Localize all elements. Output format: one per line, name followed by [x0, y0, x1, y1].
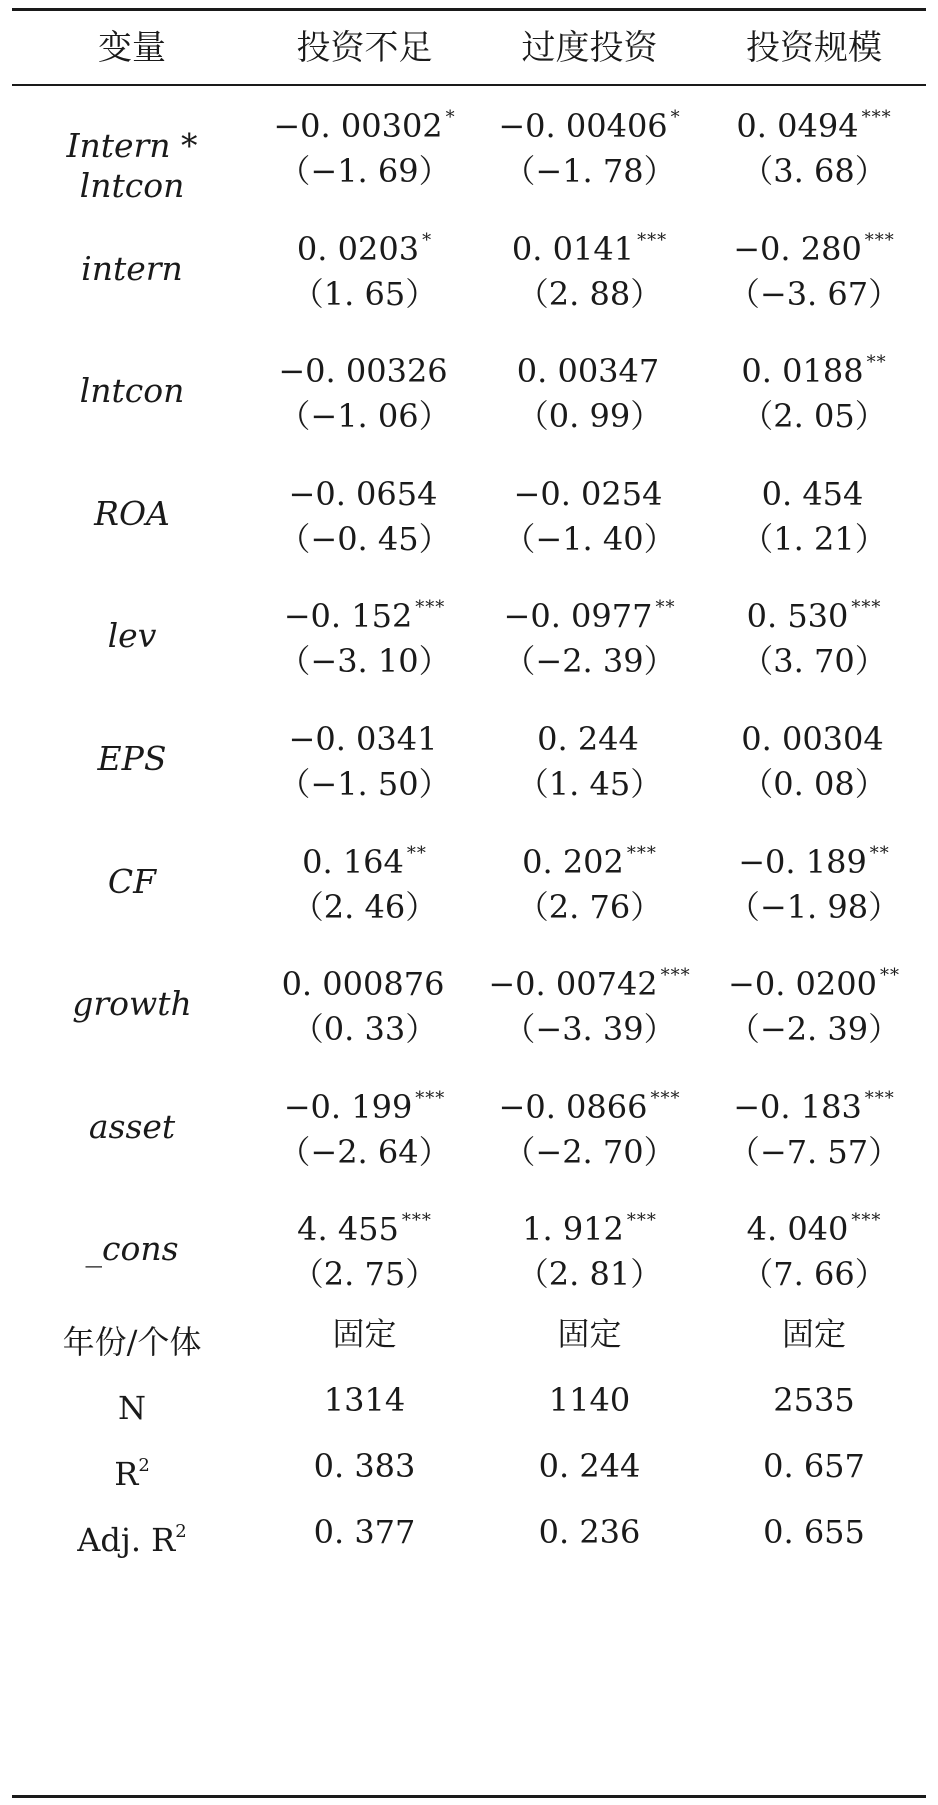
coefficient-cell — [477, 1201, 702, 1311]
significance-stars: * — [670, 107, 681, 128]
footer-label-text: N — [118, 1389, 146, 1427]
coefficient-value-line — [252, 1079, 477, 1127]
coefficient-value: −0. 0254 — [513, 475, 663, 513]
coefficient-value: 0. 164 — [302, 843, 404, 881]
t-statistic: （−2. 39） — [727, 1010, 901, 1048]
header-variable: 变量 — [98, 28, 166, 68]
significance-stars: *** — [415, 597, 446, 618]
coefficient-value: 0. 0141 — [511, 230, 635, 268]
coefficient-value-line — [477, 834, 702, 882]
variable-name: _cons — [85, 1229, 179, 1268]
coefficient-value-line — [477, 711, 702, 759]
t-statistic: （0. 08） — [741, 765, 887, 803]
significance-stars: *** — [851, 597, 882, 618]
significance-stars: *** — [851, 1210, 882, 1231]
t-statistic: （−1. 69） — [278, 152, 451, 190]
coefficient-value-line — [477, 221, 702, 269]
significance-stars: *** — [650, 1088, 681, 1109]
significance-stars: * — [445, 107, 456, 128]
t-statistic: （3. 70） — [741, 642, 887, 680]
coefficient-value: 0. 454 — [761, 475, 864, 513]
coefficient-value-line — [702, 98, 926, 146]
coefficient-value-line — [477, 466, 702, 514]
t-statistic: （−2. 70） — [503, 1133, 676, 1171]
t-statistic: （2. 75） — [291, 1255, 438, 1293]
coefficient-value: 0. 000876 — [281, 965, 445, 1003]
coefficient-value: −0. 0341 — [288, 720, 438, 758]
variable-name: CF — [107, 862, 157, 901]
coefficient-cell — [252, 1201, 477, 1311]
t-statistic: （3. 68） — [741, 152, 887, 190]
table-row — [12, 1201, 252, 1311]
coefficient-value: −0. 00302 — [273, 107, 443, 145]
coefficient-value-line — [252, 98, 477, 146]
t-statistic: （2. 81） — [516, 1255, 663, 1293]
table-row — [12, 711, 252, 821]
table-header-rule — [12, 84, 926, 86]
significance-stars: *** — [415, 1088, 446, 1109]
coefficient-value-line — [702, 221, 926, 269]
coefficient-value-line — [702, 956, 926, 1004]
coefficient-cell — [702, 1201, 926, 1311]
coefficient-value-line — [252, 221, 477, 269]
significance-stars: *** — [637, 230, 668, 251]
coefficient-value: −0. 0200 — [728, 965, 877, 1003]
table-row — [12, 221, 252, 331]
t-statistic: （1. 65） — [291, 275, 438, 313]
coefficient-cell — [702, 466, 926, 576]
table-row — [12, 588, 252, 698]
coefficient-cell — [477, 711, 702, 821]
coefficient-cell — [252, 711, 477, 821]
footer-value: 1140 — [548, 1381, 631, 1419]
coefficient-cell — [477, 343, 702, 453]
significance-stars: *** — [864, 230, 895, 251]
variable-name: lntcon — [79, 371, 185, 410]
t-statistic: （−0. 45） — [278, 520, 451, 558]
t-statistic: （−1. 50） — [278, 765, 451, 803]
coefficient-cell — [252, 834, 477, 944]
t-statistic: （−1. 06） — [278, 397, 451, 435]
significance-stars: *** — [864, 1088, 895, 1109]
variable-name: growth — [72, 984, 192, 1023]
significance-stars: * — [422, 230, 433, 251]
coefficient-cell — [702, 588, 926, 698]
table-row — [12, 466, 252, 576]
coefficient-value: −0. 00326 — [278, 352, 448, 390]
t-statistic: （1. 21） — [741, 520, 887, 558]
t-statistic: （−7. 57） — [727, 1133, 901, 1171]
coefficient-cell — [702, 956, 926, 1066]
t-statistic: （7. 66） — [741, 1255, 887, 1293]
footer-value: 0. 236 — [538, 1513, 641, 1551]
footer-label-superscript: 2 — [175, 1521, 187, 1542]
footer-label — [12, 1312, 252, 1361]
significance-stars: ** — [879, 965, 900, 986]
coefficient-value-line — [252, 834, 477, 882]
coefficient-value-line — [702, 1201, 926, 1249]
significance-stars: ** — [655, 597, 676, 618]
t-statistic: （0. 99） — [516, 397, 663, 435]
coefficient-value: −0. 00742 — [488, 965, 658, 1003]
coefficient-cell — [702, 343, 926, 453]
coefficient-value: 0. 0494 — [736, 107, 859, 145]
significance-stars: ** — [866, 352, 887, 373]
t-statistic: （−3. 10） — [278, 642, 451, 680]
coefficient-value: −0. 0866 — [498, 1088, 648, 1126]
coefficient-value-line — [477, 588, 702, 636]
coefficient-cell — [252, 956, 477, 1066]
table-bottom-rule — [12, 1795, 926, 1798]
coefficient-cell — [702, 834, 926, 944]
variable-name: EPS — [97, 739, 167, 778]
footer-value: 固定 — [332, 1315, 397, 1353]
coefficient-cell — [252, 221, 477, 331]
footer-label — [12, 1510, 252, 1559]
significance-stars: ** — [869, 843, 890, 864]
coefficient-value: 0. 0188 — [741, 352, 864, 390]
footer-value: 2535 — [773, 1381, 855, 1419]
coefficient-value-line — [477, 1079, 702, 1127]
t-statistic: （2. 88） — [516, 275, 663, 313]
variable-name: Intern * lntcon — [66, 126, 198, 205]
footer-label — [12, 1444, 252, 1493]
coefficient-value-line — [477, 956, 702, 1004]
t-statistic: （2. 05） — [741, 397, 887, 435]
footer-value: 固定 — [557, 1315, 622, 1353]
variable-name: lev — [107, 616, 157, 655]
t-statistic: （2. 76） — [516, 888, 663, 926]
footer-label-text: Adj. R — [77, 1521, 176, 1559]
coefficient-value: 0. 0203 — [296, 230, 420, 268]
coefficient-value: −0. 199 — [283, 1088, 413, 1126]
coefficient-cell — [477, 1079, 702, 1189]
coefficient-cell — [702, 711, 926, 821]
coefficient-cell — [252, 343, 477, 453]
coefficient-cell — [477, 956, 702, 1066]
coefficient-value-line — [702, 466, 926, 514]
t-statistic: （−1. 40） — [503, 520, 676, 558]
footer-label — [12, 1378, 252, 1427]
footer-value: 1314 — [323, 1381, 406, 1419]
coefficient-value: −0. 183 — [733, 1088, 862, 1126]
significance-stars: *** — [660, 965, 691, 986]
t-statistic: （−2. 39） — [503, 642, 676, 680]
significance-stars: *** — [861, 107, 892, 128]
coefficient-value-line — [702, 834, 926, 882]
coefficient-value-line — [252, 588, 477, 636]
table-row — [12, 98, 252, 208]
footer-label-text: 年份/个体 — [62, 1323, 202, 1361]
coefficient-cell — [702, 221, 926, 331]
header-overinvestment: 过度投资 — [521, 28, 658, 68]
coefficient-cell — [702, 98, 926, 208]
coefficient-value-line — [477, 343, 702, 391]
t-statistic: （−1. 98） — [727, 888, 901, 926]
t-statistic: （0. 33） — [291, 1010, 438, 1048]
t-statistic: （1. 45） — [516, 765, 663, 803]
coefficient-value-line — [702, 711, 926, 759]
coefficient-value: 0. 244 — [537, 720, 639, 758]
variable-name: asset — [88, 1107, 176, 1146]
footer-label-text: R — [114, 1455, 139, 1493]
significance-stars: *** — [401, 1210, 432, 1231]
significance-stars: *** — [626, 843, 657, 864]
coefficient-value-line — [702, 1079, 926, 1127]
coefficient-cell — [252, 588, 477, 698]
table-row — [12, 834, 252, 944]
significance-stars: ** — [406, 843, 427, 864]
table-top-rule — [12, 8, 926, 11]
coefficient-value-line — [252, 466, 477, 514]
coefficient-value: −0. 189 — [738, 843, 867, 881]
coefficient-cell — [477, 588, 702, 698]
coefficient-cell — [252, 466, 477, 576]
coefficient-value-line — [252, 711, 477, 759]
footer-value: 0. 383 — [313, 1447, 416, 1485]
footer-label-superscript: 2 — [138, 1455, 150, 1476]
footer-value: 固定 — [781, 1315, 846, 1353]
coefficient-value-line — [252, 343, 477, 391]
coefficient-value-line — [477, 98, 702, 146]
coefficient-value: 0. 00347 — [516, 352, 660, 390]
t-statistic: （−3. 67） — [727, 275, 901, 313]
variable-name: intern — [81, 249, 183, 288]
coefficient-value: 4. 040 — [746, 1210, 849, 1248]
coefficient-cell — [477, 221, 702, 331]
table-row — [12, 956, 252, 1066]
coefficient-cell — [252, 98, 477, 208]
coefficient-value-line — [477, 1201, 702, 1249]
coefficient-value: −0. 0977 — [503, 597, 653, 635]
header-underinvestment: 投资不足 — [296, 28, 433, 68]
coefficient-value: −0. 00406 — [498, 107, 668, 145]
significance-stars: *** — [626, 1210, 657, 1231]
coefficient-value: 0. 530 — [746, 597, 849, 635]
coefficient-cell — [702, 1079, 926, 1189]
coefficient-value-line — [702, 343, 926, 391]
t-statistic: （2. 46） — [291, 888, 438, 926]
coefficient-value: 0. 00304 — [741, 720, 884, 758]
coefficient-value-line — [252, 956, 477, 1004]
coefficient-cell — [477, 98, 702, 208]
coefficient-value-line — [702, 588, 926, 636]
variable-name: ROA — [94, 494, 170, 533]
footer-value: 0. 377 — [313, 1513, 416, 1551]
footer-value: 0. 655 — [763, 1513, 865, 1551]
coefficient-cell — [477, 466, 702, 576]
footer-value: 0. 244 — [538, 1447, 641, 1485]
coefficient-cell — [252, 1079, 477, 1189]
coefficient-value: 4. 455 — [297, 1210, 399, 1248]
coefficient-cell — [477, 834, 702, 944]
coefficient-value: −0. 0654 — [288, 475, 438, 513]
table-row — [12, 1079, 252, 1189]
t-statistic: （−3. 39） — [503, 1010, 676, 1048]
table-row — [12, 343, 252, 453]
t-statistic: （−2. 64） — [278, 1133, 451, 1171]
coefficient-value: 1. 912 — [522, 1210, 624, 1248]
header-investment-scale: 投资规模 — [746, 28, 882, 68]
coefficient-value: −0. 152 — [283, 597, 413, 635]
coefficient-value: 0. 202 — [522, 843, 624, 881]
coefficient-value: −0. 280 — [733, 230, 862, 268]
footer-value: 0. 657 — [763, 1447, 865, 1485]
coefficient-value-line — [252, 1201, 477, 1249]
t-statistic: （−1. 78） — [503, 152, 676, 190]
